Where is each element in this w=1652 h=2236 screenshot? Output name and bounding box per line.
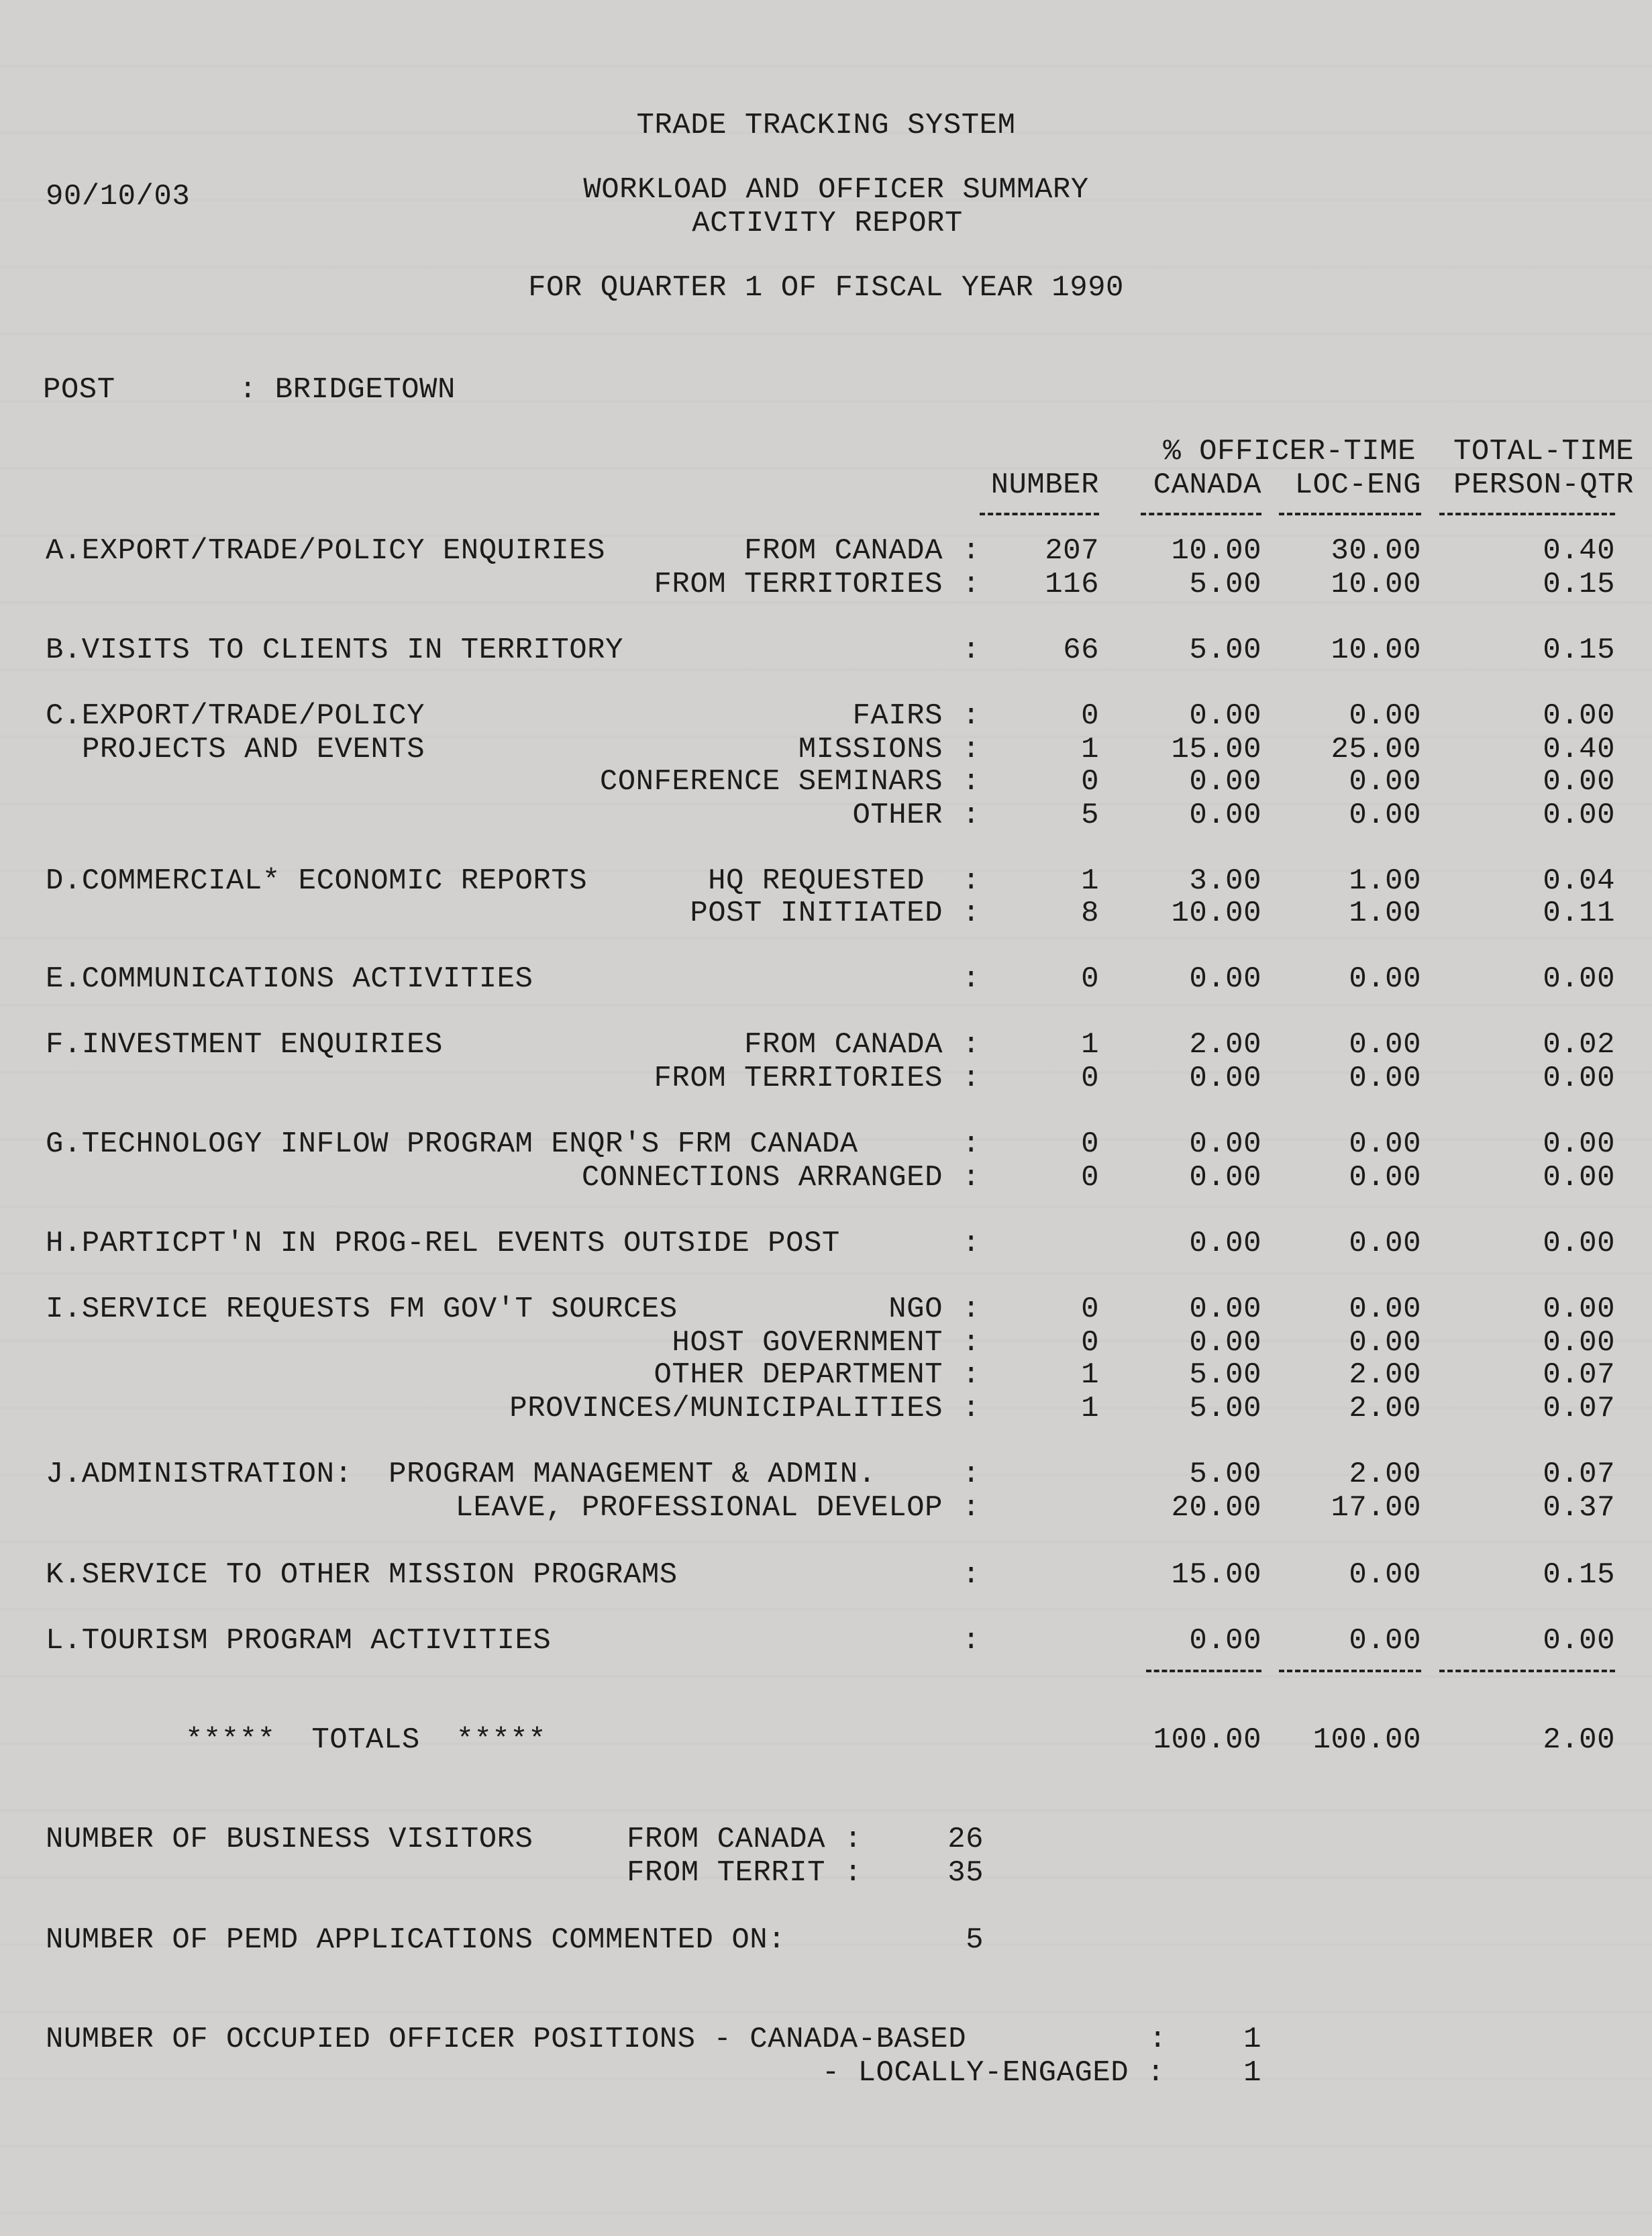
row-g1-canada: 0.00 [1189,1127,1261,1161]
row-j2-canada: 20.00 [1171,1491,1261,1525]
row-f1-sublabel: FROM CANADA [744,1028,943,1062]
row-f2-number: 0 [1081,1062,1099,1095]
row-colon: : [962,1326,980,1360]
header-rule [1279,513,1421,515]
row-g2-sublabel: CONNECTIONS ARRANGED [581,1161,943,1195]
canada-based-value: 1 [1243,2023,1261,2056]
row-d2-number: 8 [1081,897,1099,930]
row-c2-number: 1 [1081,733,1099,766]
row-c-category-cont: PROJECTS AND EVENTS [82,733,425,766]
row-a1-number: 207 [1045,534,1099,568]
row-c4-sublabel: OTHER [852,799,943,832]
row-c3-canada: 0.00 [1189,765,1261,799]
row-colon: : [962,633,980,667]
row-b-person-qtr: 0.15 [1543,633,1615,667]
totals-person-qtr: 2.00 [1543,1723,1615,1757]
row-g1-number: 0 [1081,1127,1099,1161]
row-c4-canada: 0.00 [1189,799,1261,832]
row-f-category: F.INVESTMENT ENQUIRIES [46,1028,443,1062]
row-colon: : [962,1028,980,1062]
row-d-category: D.COMMERCIAL* ECONOMIC REPORTS [46,864,588,898]
row-e-number: 0 [1081,962,1099,996]
row-colon: : [962,733,980,766]
officer-positions-label: NUMBER OF OCCUPIED OFFICER POSITIONS - CANADA-BASED [46,2023,967,2056]
row-i4-sublabel: PROVINCES/MUNICIPALITIES [509,1392,943,1425]
col-header-officer-time: % OFFICER-TIME [1163,435,1416,468]
report-subtitle: ACTIVITY REPORT [692,207,963,240]
row-colon: : [962,799,980,832]
row-f1-loc-eng: 0.00 [1349,1028,1421,1062]
row-i2-loc-eng: 0.00 [1349,1326,1421,1360]
col-header-loc-eng: LOC-ENG [1294,468,1421,502]
totals-label: ***** TOTALS ***** [185,1723,547,1757]
row-e-category: E.COMMUNICATIONS ACTIVITIES [46,962,533,996]
row-d1-person-qtr: 0.04 [1543,864,1615,898]
row-i2-canada: 0.00 [1189,1326,1261,1360]
row-c2-sublabel: MISSIONS [798,733,943,766]
row-i1-canada: 0.00 [1189,1292,1261,1326]
row-d1-canada: 3.00 [1189,864,1261,898]
row-i4-canada: 5.00 [1189,1392,1261,1425]
row-colon: : [962,1458,980,1491]
system-title: TRADE TRACKING SYSTEM [636,109,1016,142]
row-h-loc-eng: 0.00 [1349,1227,1421,1260]
row-i4-person-qtr: 0.07 [1543,1392,1615,1425]
business-visitors-canada-label: FROM CANADA [627,1823,825,1856]
row-c1-canada: 0.00 [1189,699,1261,733]
row-a1-canada: 10.00 [1171,534,1261,568]
col-header-total-time: TOTAL-TIME [1453,435,1634,468]
row-a2-canada: 5.00 [1189,568,1261,601]
report-date: 90/10/03 [46,180,191,213]
row-d2-sublabel: POST INITIATED [690,897,943,930]
row-colon: : [962,534,980,568]
row-colon: : [962,897,980,930]
row-h-canada: 0.00 [1189,1227,1261,1260]
row-k-person-qtr: 0.15 [1543,1558,1615,1592]
row-d1-loc-eng: 1.00 [1349,864,1421,898]
row-j-category: J.ADMINISTRATION: PROGRAM MANAGEMENT & ADMIN. [46,1458,876,1491]
row-g1-person-qtr: 0.00 [1543,1127,1615,1161]
row-i3-sublabel: OTHER DEPARTMENT [654,1358,943,1392]
row-c2-person-qtr: 0.40 [1543,733,1615,766]
row-c3-sublabel: CONFERENCE SEMINARS [599,765,943,799]
row-j2-loc-eng: 17.00 [1331,1491,1421,1525]
row-colon: : [962,765,980,799]
row-g2-person-qtr: 0.00 [1543,1161,1615,1195]
row-f2-loc-eng: 0.00 [1349,1062,1421,1095]
header-rule [1141,513,1261,515]
row-colon: : [962,1062,980,1095]
row-k-loc-eng: 0.00 [1349,1558,1421,1592]
row-a2-number: 116 [1045,568,1099,601]
row-colon: : [962,1392,980,1425]
row-c3-person-qtr: 0.00 [1543,765,1615,799]
row-i2-number: 0 [1081,1326,1099,1360]
row-b-loc-eng: 10.00 [1331,633,1421,667]
row-k-category: K.SERVICE TO OTHER MISSION PROGRAMS [46,1558,678,1592]
row-colon: : [962,568,980,601]
row-a2-loc-eng: 10.00 [1331,568,1421,601]
row-colon: : [962,962,980,996]
row-colon: : [844,1856,862,1890]
business-visitors-label: NUMBER OF BUSINESS VISITORS [46,1823,533,1856]
row-g2-number: 0 [1081,1161,1099,1195]
row-c-category: C.EXPORT/TRADE/POLICY [46,699,425,733]
col-header-person-qtr: PERSON-QTR [1453,468,1634,502]
row-a1-sublabel: FROM CANADA [744,534,943,568]
row-i1-number: 0 [1081,1292,1099,1326]
row-colon: : [962,1227,980,1260]
row-c4-person-qtr: 0.00 [1543,799,1615,832]
row-colon: : [962,1558,980,1592]
row-colon: : [1149,2023,1167,2056]
row-colon: : [962,1161,980,1195]
totals-rule [1439,1670,1615,1672]
row-c1-sublabel: FAIRS [852,699,943,733]
row-b-canada: 5.00 [1189,633,1261,667]
row-a1-loc-eng: 30.00 [1331,534,1421,568]
row-c4-number: 5 [1081,799,1099,832]
row-c1-number: 0 [1081,699,1099,733]
row-h-person-qtr: 0.00 [1543,1227,1615,1260]
row-i2-person-qtr: 0.00 [1543,1326,1615,1360]
row-f1-number: 1 [1081,1028,1099,1062]
row-j1-loc-eng: 2.00 [1349,1458,1421,1491]
row-a1-person-qtr: 0.40 [1543,534,1615,568]
row-l-loc-eng: 0.00 [1349,1624,1421,1658]
row-colon: : [962,1491,980,1525]
row-i1-loc-eng: 0.00 [1349,1292,1421,1326]
row-i3-person-qtr: 0.07 [1543,1358,1615,1392]
row-i1-person-qtr: 0.00 [1543,1292,1615,1326]
pemd-value: 5 [966,1923,984,1957]
row-colon: : [844,1823,862,1856]
row-l-person-qtr: 0.00 [1543,1624,1615,1658]
row-i3-loc-eng: 2.00 [1349,1358,1421,1392]
row-d1-number: 1 [1081,864,1099,898]
row-e-loc-eng: 0.00 [1349,962,1421,996]
row-f2-person-qtr: 0.00 [1543,1062,1615,1095]
row-i-category: I.SERVICE REQUESTS FM GOV'T SOURCES [46,1292,678,1326]
row-b-category: B.VISITS TO CLIENTS IN TERRITORY [46,633,623,667]
header-rule [1439,513,1615,515]
header-rule [980,513,1099,515]
row-a2-person-qtr: 0.15 [1543,568,1615,601]
post-value: : BRIDGETOWN [239,373,456,407]
row-c3-loc-eng: 0.00 [1349,765,1421,799]
row-i1-sublabel: NGO [888,1292,943,1326]
row-g1-loc-eng: 0.00 [1349,1127,1421,1161]
row-a-category: A.EXPORT/TRADE/POLICY ENQUIRIES [46,534,606,568]
row-l-category: L.TOURISM PROGRAM ACTIVITIES [46,1624,552,1658]
totals-loc-eng: 100.00 [1312,1723,1421,1757]
row-colon: : [962,1358,980,1392]
row-c3-number: 0 [1081,765,1099,799]
row-j1-person-qtr: 0.07 [1543,1458,1615,1491]
row-d2-loc-eng: 1.00 [1349,897,1421,930]
row-j1-canada: 5.00 [1189,1458,1261,1491]
row-colon: : [962,1292,980,1326]
row-c2-loc-eng: 25.00 [1331,733,1421,766]
row-a2-sublabel: FROM TERRITORIES [654,568,943,601]
row-f2-canada: 0.00 [1189,1062,1261,1095]
row-f2-sublabel: FROM TERRITORIES [654,1062,943,1095]
totals-rule [1146,1670,1261,1672]
business-visitors-canada-value: 26 [947,1823,984,1856]
row-i3-canada: 5.00 [1189,1358,1261,1392]
locally-engaged-label: - LOCALLY-ENGAGED : [821,2056,1165,2090]
locally-engaged-value: 1 [1243,2056,1261,2090]
row-j2-sublabel: LEAVE, PROFESSIONAL DEVELOP [455,1491,943,1525]
row-b-number: 66 [1063,633,1099,667]
row-j2-person-qtr: 0.37 [1543,1491,1615,1525]
row-colon: : [962,1624,980,1658]
row-e-person-qtr: 0.00 [1543,962,1615,996]
row-i2-sublabel: HOST GOVERNMENT [672,1326,943,1360]
row-i3-number: 1 [1081,1358,1099,1392]
totals-canada: 100.00 [1153,1723,1261,1757]
report-title: WORKLOAD AND OFFICER SUMMARY [583,173,1089,207]
row-c2-canada: 15.00 [1171,733,1261,766]
row-colon: : [962,1127,980,1161]
row-g2-loc-eng: 0.00 [1349,1161,1421,1195]
row-i4-number: 1 [1081,1392,1099,1425]
row-g-category: G.TECHNOLOGY INFLOW PROGRAM ENQR'S FRM CANADA [46,1127,858,1161]
row-c1-loc-eng: 0.00 [1349,699,1421,733]
row-c1-person-qtr: 0.00 [1543,699,1615,733]
row-c4-loc-eng: 0.00 [1349,799,1421,832]
col-header-canada: CANADA [1153,468,1261,502]
business-visitors-territ-value: 35 [947,1856,984,1890]
row-d2-canada: 10.00 [1171,897,1261,930]
row-f1-person-qtr: 0.02 [1543,1028,1615,1062]
row-d1-sublabel: HQ REQUESTED [708,864,925,898]
business-visitors-territ-label: FROM TERRIT [627,1856,825,1890]
row-e-canada: 0.00 [1189,962,1261,996]
row-colon: : [962,864,980,898]
row-k-canada: 15.00 [1171,1558,1261,1592]
row-i4-loc-eng: 2.00 [1349,1392,1421,1425]
pemd-label: NUMBER OF PEMD APPLICATIONS COMMENTED ON: [46,1923,786,1957]
row-l-canada: 0.00 [1189,1624,1261,1658]
post-label: POST [43,373,115,407]
row-f1-canada: 2.00 [1189,1028,1261,1062]
report-period: FOR QUARTER 1 OF FISCAL YEAR 1990 [528,271,1124,305]
totals-rule [1279,1670,1421,1672]
row-h-category: H.PARTICPT'N IN PROG-REL EVENTS OUTSIDE POST [46,1227,840,1260]
row-colon: : [962,699,980,733]
row-g2-canada: 0.00 [1189,1161,1261,1195]
col-header-number: NUMBER [990,468,1099,502]
row-d2-person-qtr: 0.11 [1543,897,1615,930]
